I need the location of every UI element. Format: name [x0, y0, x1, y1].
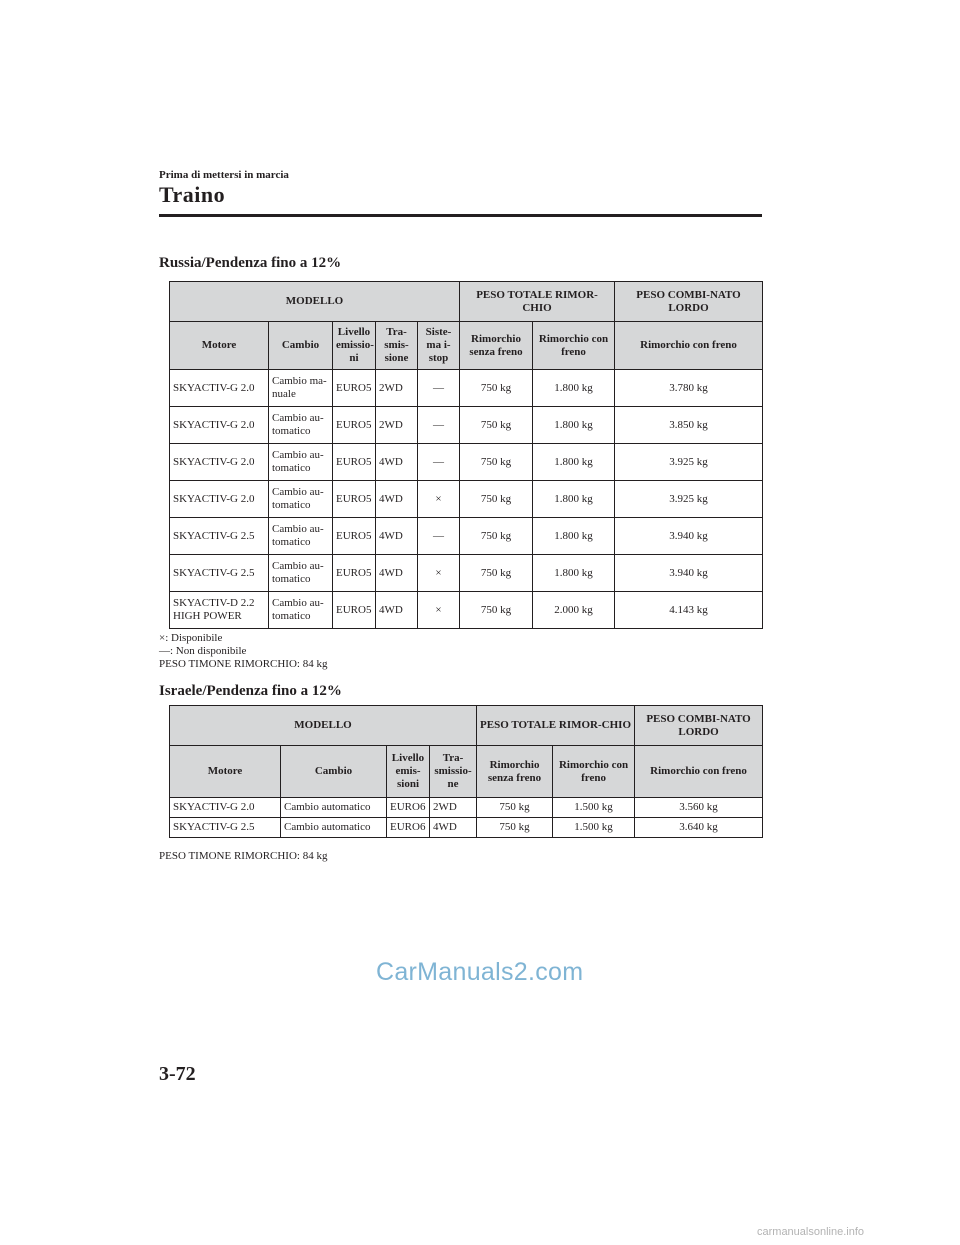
cell-istop: — — [418, 444, 460, 481]
header-trailer-weight: PESO TOTALE RIMOR-CHIO — [477, 706, 635, 746]
cell-unbraked: 750 kg — [460, 444, 533, 481]
col-engine: Motore — [170, 322, 269, 370]
cell-emission: EURO5 — [333, 592, 376, 629]
legend-not-available: —: Non disponibile — [159, 645, 247, 657]
cell-combined: 3.940 kg — [615, 555, 763, 592]
cell-engine: SKYACTIV-G 2.0 — [170, 798, 281, 818]
cell-engine: SKYACTIV-G 2.5 — [170, 555, 269, 592]
col-transmission: Tra-smissio-ne — [430, 746, 477, 798]
cell-drive: 4WD — [376, 555, 418, 592]
watermark-logo: CarManuals2.com — [376, 958, 584, 986]
table-row — [170, 444, 763, 481]
cell-engine: SKYACTIV-G 2.0 — [170, 481, 269, 518]
col-transmission: Tra-smis-sione — [376, 322, 418, 370]
cell-emission: EURO5 — [333, 407, 376, 444]
header-gross-combined: PESO COMBI-NATO LORDO — [635, 706, 763, 746]
table2-heading: Israele/Pendenza fino a 12% — [159, 683, 342, 699]
cell-istop: — — [418, 370, 460, 407]
col-gearbox: Cambio — [269, 322, 333, 370]
cell-gearbox: Cambio ma-nuale — [269, 370, 333, 407]
cell-unbraked: 750 kg — [460, 555, 533, 592]
page-number: 3-72 — [159, 1063, 196, 1085]
cell-drive: 4WD — [376, 592, 418, 629]
col-emission: Livello emis-sioni — [387, 746, 430, 798]
cell-drive: 2WD — [376, 370, 418, 407]
col-unbraked: Rimorchio senza freno — [460, 322, 533, 370]
col-engine: Motore — [170, 746, 281, 798]
chapter-title: Traino — [159, 182, 226, 207]
tongue-weight-note: PESO TIMONE RIMORCHIO: 84 kg — [159, 658, 328, 670]
cell-engine: SKYACTIV-G 2.0 — [170, 407, 269, 444]
towing-table-israel — [169, 705, 763, 838]
cell-drive: 4WD — [376, 518, 418, 555]
cell-gearbox: Cambio au-tomatico — [269, 481, 333, 518]
cell-engine: SKYACTIV-G 2.5 — [170, 818, 281, 838]
cell-engine: SKYACTIV-G 2.5 — [170, 518, 269, 555]
cell-istop: × — [418, 481, 460, 518]
cell-emission: EURO5 — [333, 518, 376, 555]
cell-combined: 3.925 kg — [615, 444, 763, 481]
header-model: MODELLO — [170, 282, 460, 322]
cell-engine: SKYACTIV-G 2.0 — [170, 370, 269, 407]
cell-emission: EURO5 — [333, 444, 376, 481]
col-combined-braked: Rimorchio con freno — [615, 322, 763, 370]
col-gearbox: Cambio — [281, 746, 387, 798]
cell-unbraked: 750 kg — [460, 518, 533, 555]
cell-istop: — — [418, 518, 460, 555]
cell-unbraked: 750 kg — [460, 370, 533, 407]
table-row — [170, 798, 763, 818]
cell-braked: 1.800 kg — [533, 444, 615, 481]
cell-istop: × — [418, 592, 460, 629]
towing-table-russia — [169, 281, 763, 629]
cell-unbraked: 750 kg — [460, 592, 533, 629]
header-model: MODELLO — [170, 706, 477, 746]
cell-braked: 1.800 kg — [533, 481, 615, 518]
cell-drive: 2WD — [430, 798, 477, 818]
footer-watermark: carmanualsonline.info — [757, 1226, 865, 1238]
cell-emission: EURO6 — [387, 818, 430, 838]
cell-braked: 1.800 kg — [533, 370, 615, 407]
table-row — [170, 592, 763, 629]
legend-available: ×: Disponibile — [159, 632, 223, 644]
table-row — [170, 407, 763, 444]
cell-braked: 1.500 kg — [553, 798, 635, 818]
cell-gearbox: Cambio au-tomatico — [269, 518, 333, 555]
tongue-weight-note-israel: PESO TIMONE RIMORCHIO: 84 kg — [159, 850, 328, 862]
cell-combined: 4.143 kg — [615, 592, 763, 629]
cell-combined: 3.560 kg — [635, 798, 763, 818]
col-emission: Livello emissio-ni — [333, 322, 376, 370]
table1-heading: Russia/Pendenza fino a 12% — [159, 255, 342, 271]
cell-combined: 3.780 kg — [615, 370, 763, 407]
section-title: Prima di mettersi in marcia — [159, 169, 289, 181]
cell-istop: — — [418, 407, 460, 444]
cell-unbraked: 750 kg — [460, 481, 533, 518]
cell-combined: 3.850 kg — [615, 407, 763, 444]
header-trailer-weight: PESO TOTALE RIMOR-CHIO — [460, 282, 615, 322]
header-rule — [159, 214, 762, 217]
cell-braked: 1.800 kg — [533, 555, 615, 592]
col-unbraked: Rimorchio senza freno — [477, 746, 553, 798]
cell-unbraked: 750 kg — [477, 798, 553, 818]
col-istop: Siste-ma i-stop — [418, 322, 460, 370]
cell-gearbox: Cambio automatico — [281, 818, 387, 838]
table-row — [170, 555, 763, 592]
cell-braked: 2.000 kg — [533, 592, 615, 629]
cell-gearbox: Cambio au-tomatico — [269, 592, 333, 629]
cell-emission: EURO5 — [333, 481, 376, 518]
col-braked: Rimorchio con freno — [533, 322, 615, 370]
cell-emission: EURO5 — [333, 555, 376, 592]
col-braked: Rimorchio con freno — [553, 746, 635, 798]
col-combined-braked: Rimorchio con freno — [635, 746, 763, 798]
cell-braked: 1.500 kg — [553, 818, 635, 838]
table-row — [170, 818, 763, 838]
table-row — [170, 481, 763, 518]
cell-combined: 3.925 kg — [615, 481, 763, 518]
cell-gearbox: Cambio au-tomatico — [269, 444, 333, 481]
cell-drive: 4WD — [376, 444, 418, 481]
cell-istop: × — [418, 555, 460, 592]
cell-braked: 1.800 kg — [533, 407, 615, 444]
table-row — [170, 518, 763, 555]
cell-emission: EURO5 — [333, 370, 376, 407]
cell-gearbox: Cambio au-tomatico — [269, 555, 333, 592]
cell-drive: 4WD — [376, 481, 418, 518]
cell-engine: SKYACTIV-G 2.0 — [170, 444, 269, 481]
cell-combined: 3.640 kg — [635, 818, 763, 838]
table-row — [170, 370, 763, 407]
header-gross-combined: PESO COMBI-NATO LORDO — [615, 282, 763, 322]
cell-drive: 4WD — [430, 818, 477, 838]
cell-unbraked: 750 kg — [460, 407, 533, 444]
cell-gearbox: Cambio au-tomatico — [269, 407, 333, 444]
cell-emission: EURO6 — [387, 798, 430, 818]
cell-drive: 2WD — [376, 407, 418, 444]
cell-braked: 1.800 kg — [533, 518, 615, 555]
cell-combined: 3.940 kg — [615, 518, 763, 555]
cell-unbraked: 750 kg — [477, 818, 553, 838]
cell-engine: SKYACTIV-D 2.2 HIGH POWER — [170, 592, 269, 629]
cell-gearbox: Cambio automatico — [281, 798, 387, 818]
